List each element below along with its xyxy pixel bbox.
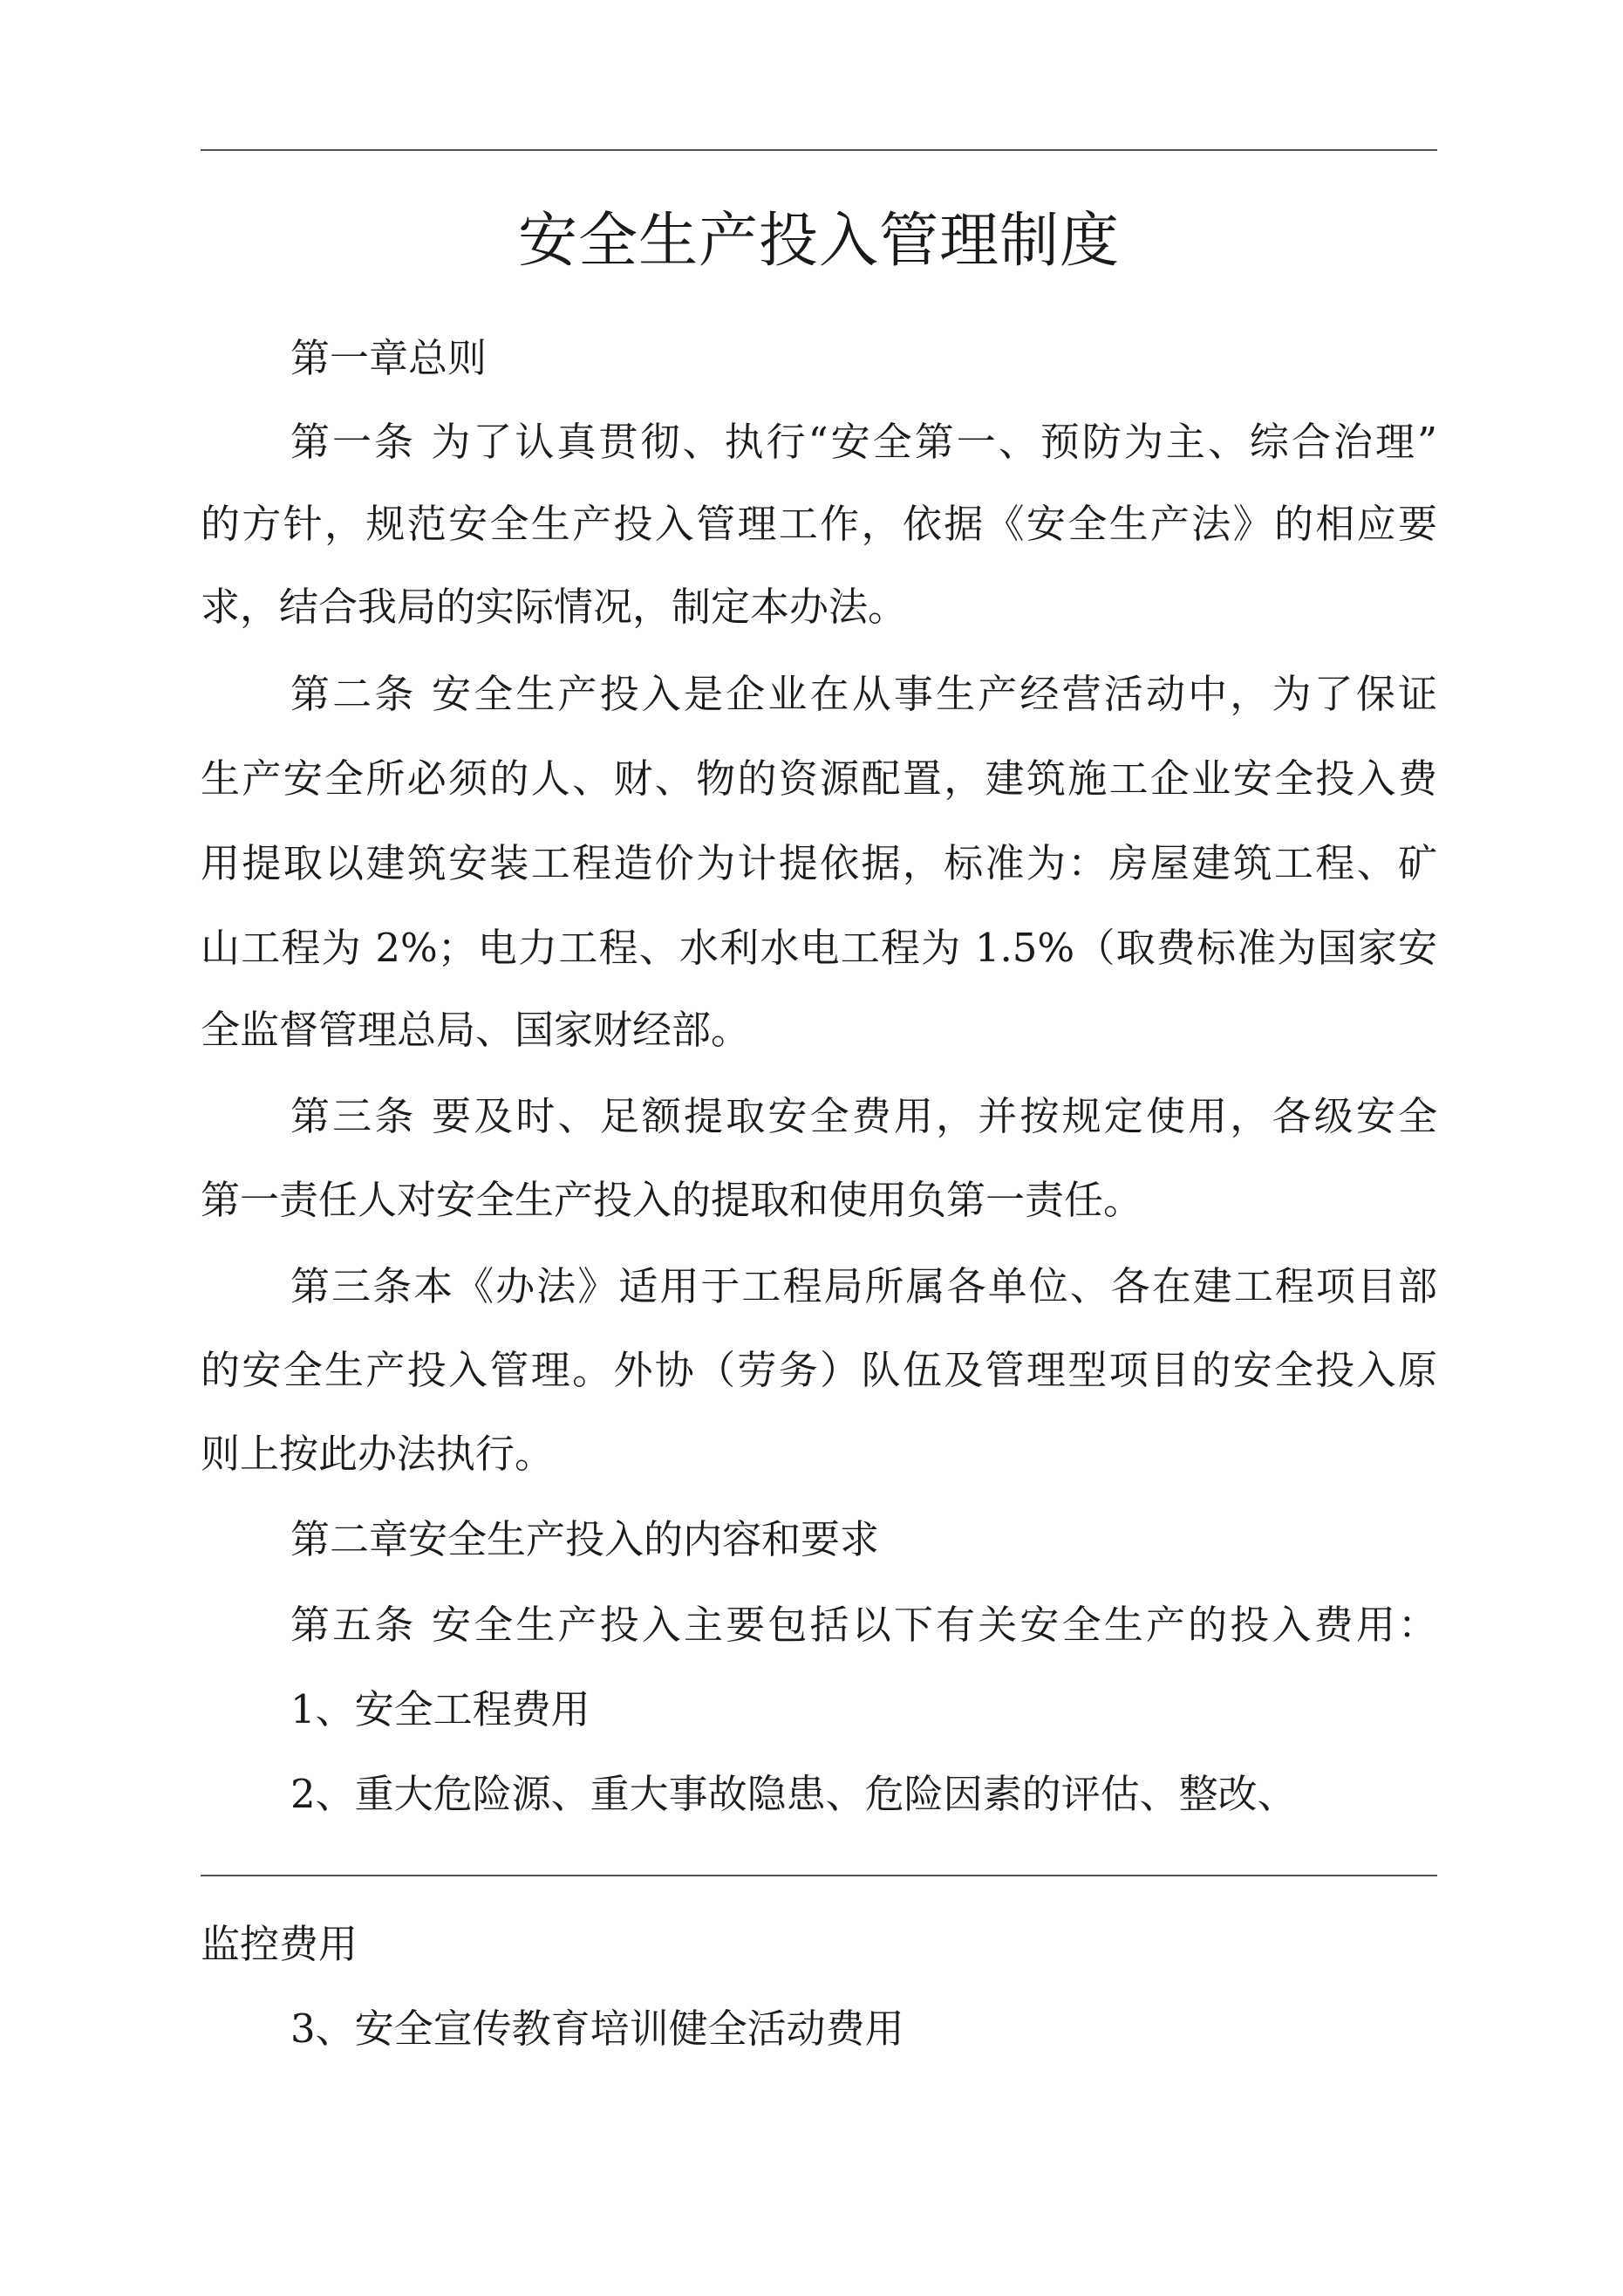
list-item: 3、安全宣传教育培训健全活动费用 bbox=[290, 2006, 904, 2052]
paragraph-line: 第三条 要及时、足额提取安全费用，并按规定使用，各级安全 bbox=[290, 1093, 1437, 1139]
document-title: 安全生产投入管理制度 bbox=[517, 207, 1120, 276]
page-break-rule bbox=[201, 1875, 1437, 1876]
list-item-continuation: 监控费用 bbox=[201, 1921, 358, 1967]
list-item: 1、安全工程费用 bbox=[290, 1686, 590, 1732]
paragraph-line: 的方针，规范安全生产投入管理工作，依据《安全生产法》的相应要 bbox=[201, 501, 1437, 547]
paragraph-line: 第五条 安全生产投入主要包括以下有关安全生产的投入费用： bbox=[290, 1602, 1437, 1648]
chapter-heading-2: 第二章安全生产投入的内容和要求 bbox=[290, 1516, 880, 1562]
paragraph-line: 则上按此办法执行。 bbox=[201, 1431, 555, 1477]
paragraph-line: 求，结合我局的实际情况，制定本办法。 bbox=[201, 584, 908, 630]
header-rule bbox=[201, 149, 1437, 151]
chapter-heading-1: 第一章总则 bbox=[290, 335, 488, 381]
paragraph-line: 生产安全所必须的人、财、物的资源配置，建筑施工企业安全投入费 bbox=[201, 755, 1437, 802]
paragraph-line: 山工程为 2%；电力工程、水利水电工程为 1.5%（取费标准为国家安 bbox=[201, 925, 1437, 971]
list-item: 2、重大危险源、重大事故隐患、危险因素的评估、整改、 bbox=[290, 1771, 1297, 1817]
paragraph-line: 第一条 为了认真贯彻、执行“安全第一、预防为主、综合治理” bbox=[290, 419, 1437, 465]
paragraph-line: 的安全生产投入管理。外协（劳务）队伍及管理型项目的安全投入原 bbox=[201, 1347, 1437, 1393]
paragraph-line: 用提取以建筑安装工程造价为计提依据，标准为：房屋建筑工程、矿 bbox=[201, 840, 1437, 886]
paragraph-line: 第一责任人对安全生产投入的提取和使用负第一责任。 bbox=[201, 1177, 1143, 1223]
paragraph-line: 第三条本《办法》适用于工程局所属各单位、各在建工程项目部 bbox=[290, 1263, 1437, 1309]
paragraph-line: 全监督管理总局、国家财经部。 bbox=[201, 1007, 751, 1053]
paragraph-line: 第二条 安全生产投入是企业在从事生产经营活动中，为了保证 bbox=[290, 671, 1437, 717]
